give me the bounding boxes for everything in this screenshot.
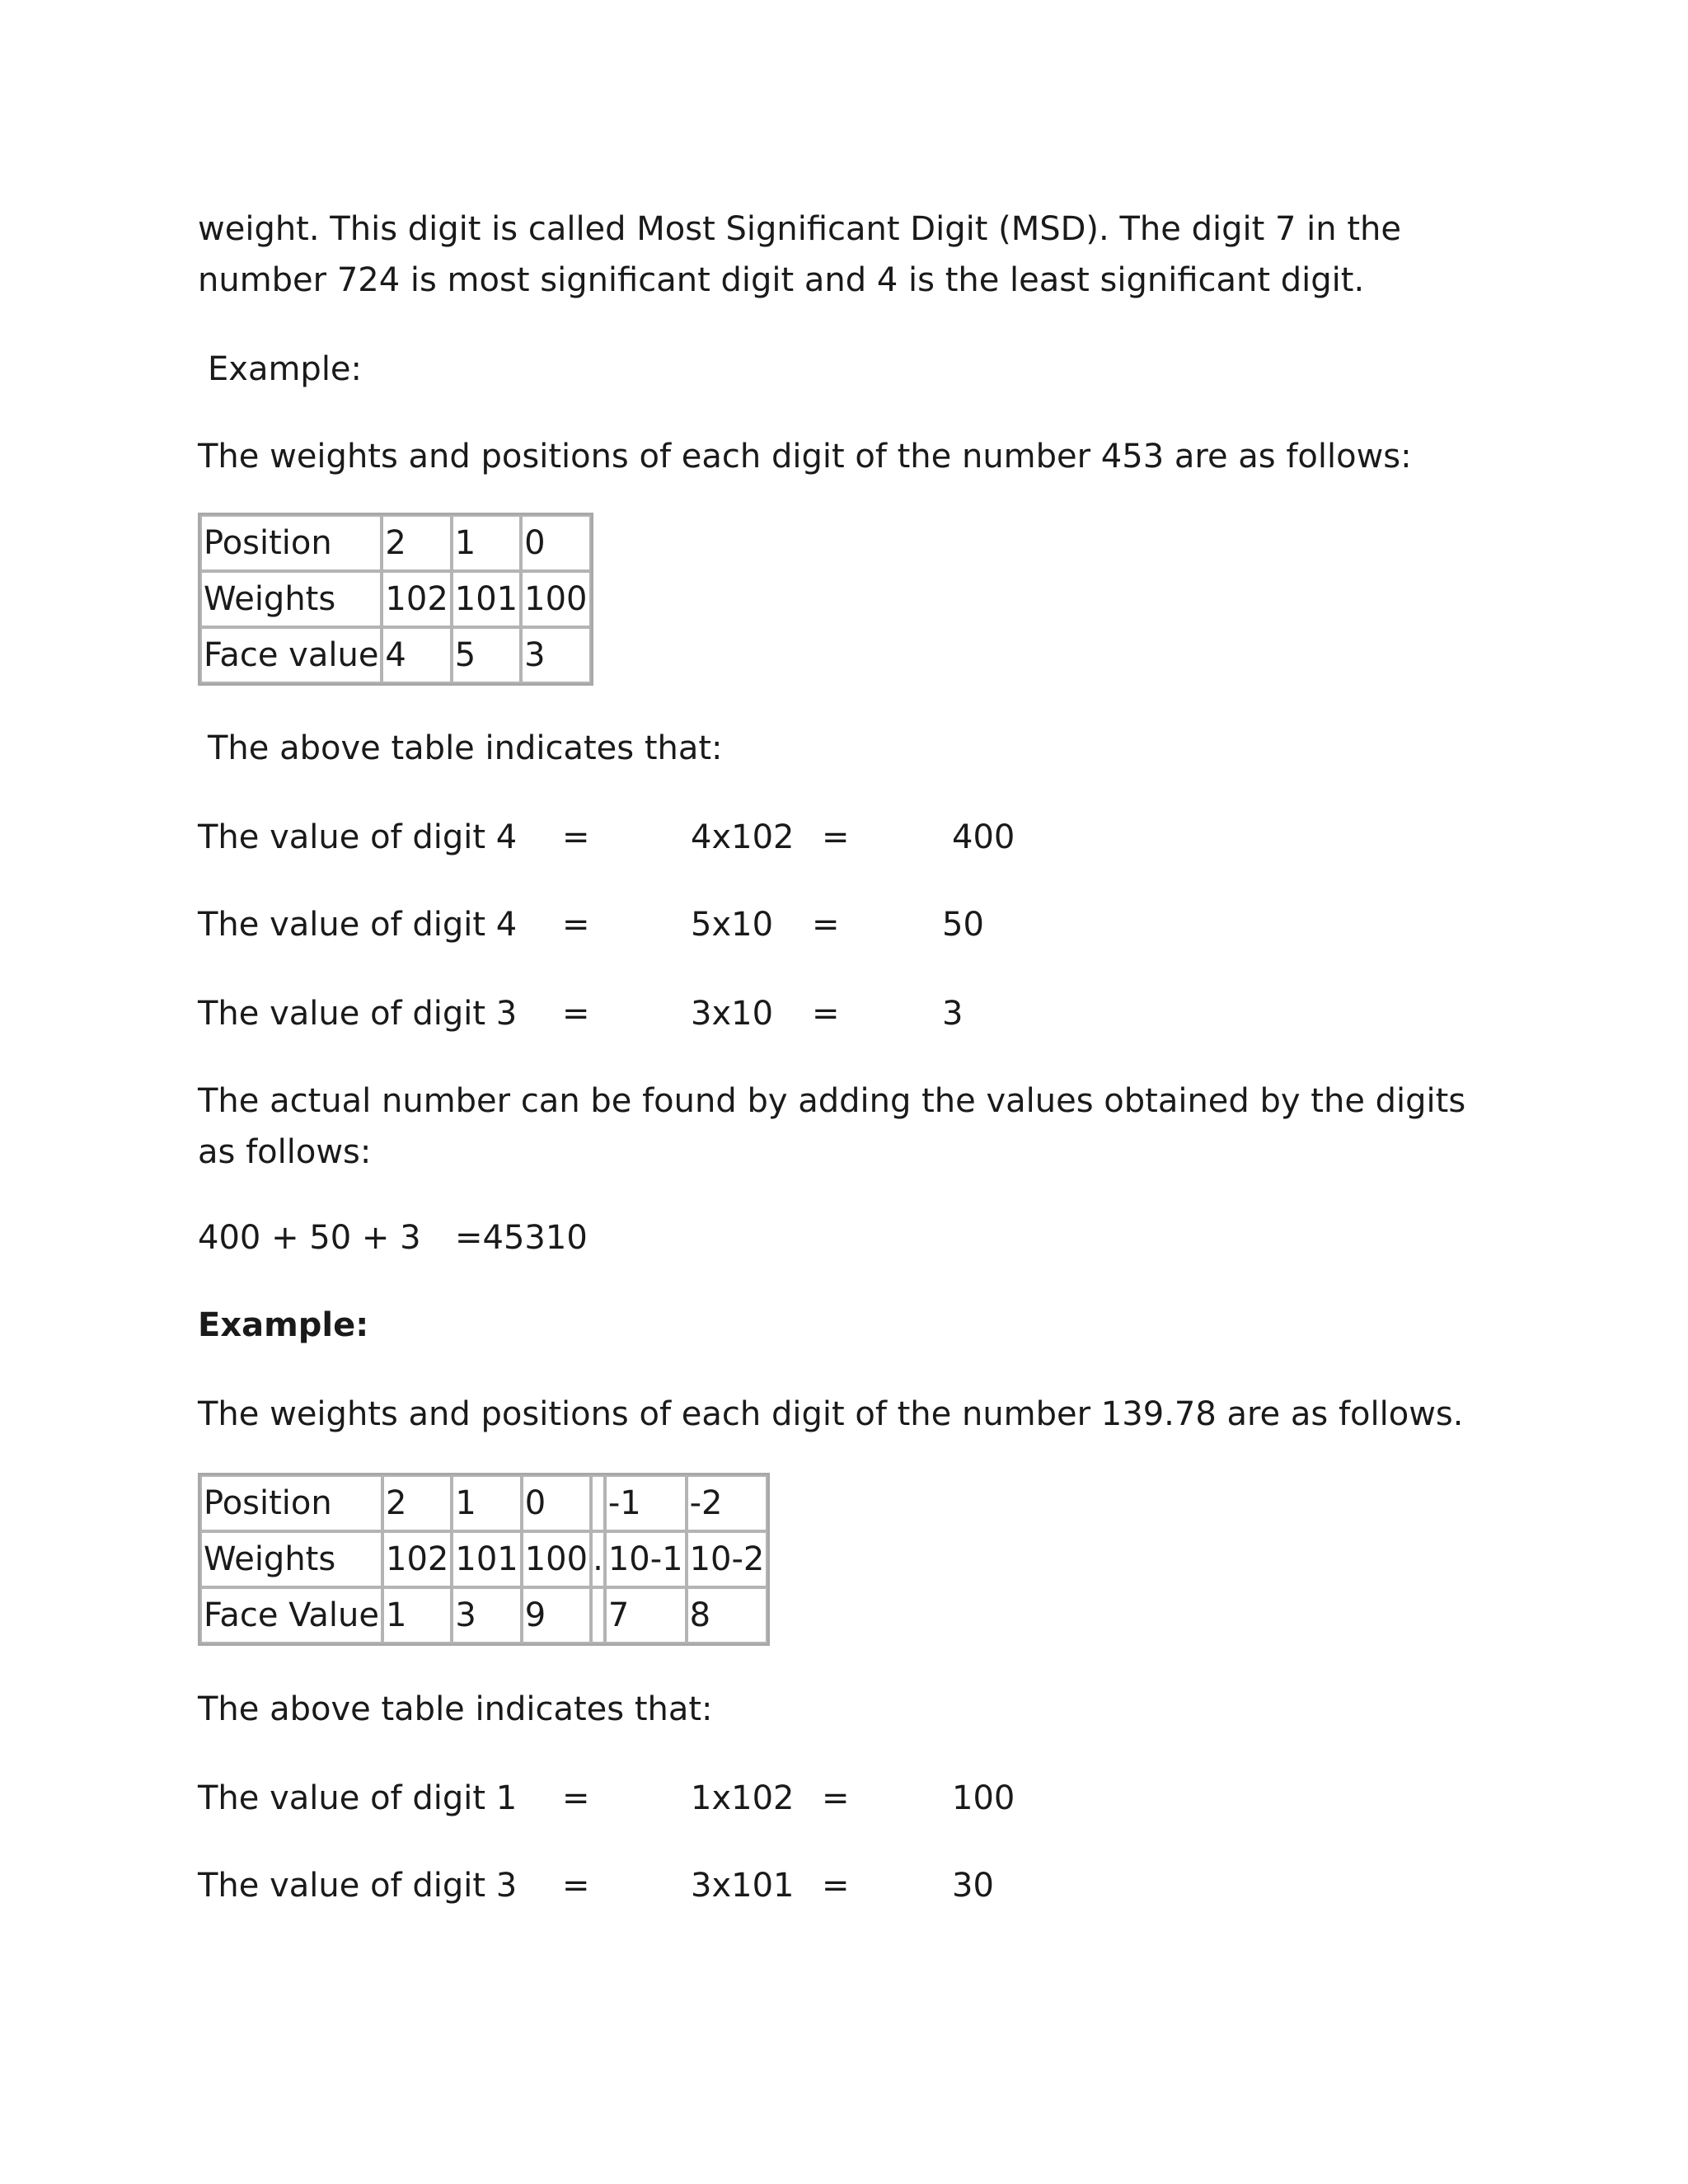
table-cell: 101 bbox=[452, 1531, 521, 1587]
table-cell: Face value bbox=[200, 627, 382, 683]
sum-intro-paragraph: The actual number can be found by adding the values obtained by the digits as follows: bbox=[198, 1082, 1466, 1171]
table-cell: 100 bbox=[521, 571, 590, 627]
calc-expression: 4x102 bbox=[691, 818, 795, 856]
decimal-point-cell bbox=[591, 1475, 605, 1531]
table-cell: 0 bbox=[522, 1475, 591, 1531]
sum-result: =45310 bbox=[455, 1219, 588, 1257]
calc-label: The value of digit 3 bbox=[198, 1867, 518, 1905]
equals-sign: = bbox=[822, 818, 850, 856]
calc-expression: 5x10 bbox=[691, 906, 774, 944]
example-2-intro: The weights and positions of each digit of the number 139.78 are as follows. bbox=[198, 1395, 1464, 1433]
table-row bbox=[200, 1475, 767, 1531]
table-cell: Weights bbox=[200, 571, 382, 627]
table-2-note: The above table indicates that: bbox=[198, 1690, 713, 1728]
weights-table-453 bbox=[198, 513, 593, 686]
table-cell: 7 bbox=[605, 1587, 687, 1643]
table-cell: 102 bbox=[382, 1531, 452, 1587]
table-cell: 1 bbox=[452, 1475, 521, 1531]
calc-label: The value of digit 4 bbox=[198, 818, 518, 856]
table-cell: 102 bbox=[382, 571, 451, 627]
equals-sign: = bbox=[562, 818, 590, 856]
table-cell: 0 bbox=[521, 515, 590, 571]
weights-table-139-78 bbox=[198, 1473, 770, 1646]
table-cell: Position bbox=[200, 515, 382, 571]
calc-result: 50 bbox=[942, 906, 984, 944]
table-cell: 1 bbox=[382, 1587, 452, 1643]
calc-result: 100 bbox=[952, 1779, 1015, 1817]
equals-sign: = bbox=[822, 1867, 850, 1905]
calc-label: The value of digit 4 bbox=[198, 906, 518, 944]
table-row bbox=[200, 627, 591, 683]
table-cell: 2 bbox=[382, 515, 451, 571]
example-2-heading: Example: bbox=[198, 1306, 369, 1344]
table-cell: 8 bbox=[687, 1587, 768, 1643]
equals-sign: = bbox=[562, 1779, 590, 1817]
equals-sign: = bbox=[562, 906, 590, 944]
equals-sign: = bbox=[822, 1779, 850, 1817]
table-cell: 3 bbox=[452, 1587, 521, 1643]
table-cell: 1 bbox=[452, 515, 521, 571]
table-row bbox=[200, 515, 591, 571]
table-row bbox=[200, 1587, 767, 1643]
sum-expression: 400 + 50 + 3 bbox=[198, 1219, 421, 1257]
table-cell: -2 bbox=[687, 1475, 768, 1531]
table-row bbox=[200, 1531, 767, 1587]
example-1-label: Example: bbox=[208, 350, 363, 388]
table-cell: 4 bbox=[382, 627, 451, 683]
table-cell: 9 bbox=[522, 1587, 591, 1643]
msd-paragraph: weight. This digit is called Most Significant Digit (MSD). The digit 7 in the number 724 is most significant digit and 4 is the least significant digit. bbox=[198, 210, 1401, 299]
table-cell: 10-1 bbox=[605, 1531, 687, 1587]
calc-result: 3 bbox=[942, 995, 964, 1033]
equals-sign: = bbox=[562, 995, 590, 1033]
calc-expression: 3x101 bbox=[691, 1867, 795, 1905]
calc-label: The value of digit 1 bbox=[198, 1779, 518, 1817]
equals-sign: = bbox=[812, 906, 840, 944]
example-1-intro: The weights and positions of each digit of the number 453 are as follows: bbox=[198, 438, 1412, 476]
table-cell: -1 bbox=[605, 1475, 687, 1531]
table-cell: 100 bbox=[522, 1531, 591, 1587]
calc-expression: 3x10 bbox=[691, 995, 774, 1033]
table-cell: 10-2 bbox=[687, 1531, 768, 1587]
decimal-point-cell bbox=[591, 1587, 605, 1643]
calc-label: The value of digit 3 bbox=[198, 995, 518, 1033]
calc-result: 400 bbox=[952, 818, 1015, 856]
table-cell: 2 bbox=[382, 1475, 452, 1531]
table-cell: Position bbox=[200, 1475, 382, 1531]
calc-expression: 1x102 bbox=[691, 1779, 795, 1817]
calc-result: 30 bbox=[952, 1867, 994, 1905]
table-1-note: The above table indicates that: bbox=[208, 729, 723, 767]
table-cell: 3 bbox=[521, 627, 590, 683]
table-cell: Weights bbox=[200, 1531, 382, 1587]
decimal-point-cell: . bbox=[591, 1531, 605, 1587]
table-cell: 101 bbox=[452, 571, 521, 627]
table-row bbox=[200, 571, 591, 627]
equals-sign: = bbox=[562, 1867, 590, 1905]
table-cell: 5 bbox=[452, 627, 521, 683]
equals-sign: = bbox=[812, 995, 840, 1033]
table-cell: Face Value bbox=[200, 1587, 382, 1643]
